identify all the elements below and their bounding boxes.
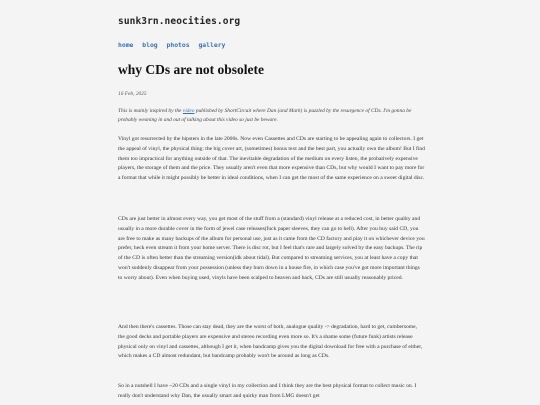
post-intro [118, 107, 425, 125]
nav-link-gallery[interactable]: gallery [198, 41, 226, 49]
intro-text-after: published by ShortCircuit where Dan (and Mark) is puzzled by the resurgence of CDs. I'm gonna be probably weaning in and out of talking about this video so just be beware. [118, 108, 412, 123]
post-paragraph: CDs are just better in almost every way, you get most of the stuff from a (standard) vinyl release at a reduced cost, in better quality and usually in a more durable cover in the form of jewel case releases(fuck paper sleeves, they can go to hell). After you buy said CD, you are free to make as many backups of the album for personal use, just as it came from the CD factory and play it on whichever device you prefer, heck even stream it from your home server. There is disc rot, but I feel that's rare and largely solved by the easy backups. The rip of the CD is often better than the streaming version(idk about tidal). But compared to streaming services, you at least have a copy that won't suddenly disappear from your possession (unless they burn down in a house fire, in which case you've got more important things to worry about). Even when buying used, vinyls have been scalped to heaven and back, CDs are still usually reasonably priced. [118, 216, 425, 281]
intro-text-before: This is mainly inspired by the [118, 108, 183, 114]
post-date: 16 Feb, 2025 [118, 91, 147, 97]
post-title: why CDs are not obsolete [118, 62, 264, 77]
nav-link-blog[interactable]: blog [142, 41, 158, 49]
nav-link-photos[interactable]: photos [166, 41, 190, 49]
video-link[interactable]: video [182, 108, 195, 114]
post-paragraph: And then there's cassettes. Those can stay dead, they are the worst of both, analogue quality -> degradation, hard to get, cumbersome, the good decks and portable players are expensive and stereo recording even more so. It's a shame some (future funk) artists release physical only on vinyl and cassettes, although I get it, when bandcamp gives you the digital download for free with a purchase of either, which makes a CD almost redundant, but bandcamp probably won't be around as long as CDs. [118, 324, 423, 360]
nav-link-home[interactable]: home [118, 41, 134, 49]
post-paragraph: Vinyl got resurrected by the hipsters in the late 2000s. Now even Cassettes and CDs are starting to be appealing again to collectors. I get the appeal of vinyl, the physical thing: the big cover art, (sometimes) bonus text and the best part, you actually own the album! But I find them too impractical for anything outside of that. The inevitable degradation of the medium on every listen, the probatively expensive players, the storage of them and the price. They usually aren't even that more expensive than CDs, but why would I want to pay more for a format that while it might possibly be better in ideal conditions, when I can get the most of the same experience on a sweet digital disc. [118, 136, 425, 181]
site-nav [118, 41, 230, 49]
site-title[interactable]: sunk3rn.neocities.org [118, 16, 241, 27]
post-paragraph: So in a nutshell I have ~20 CDs and a single vinyl in my collection and I think they are the best physical format to collect music on. I really don't understand why Dan, the usually smart and quirky man from LMG doesn't get [118, 383, 417, 399]
